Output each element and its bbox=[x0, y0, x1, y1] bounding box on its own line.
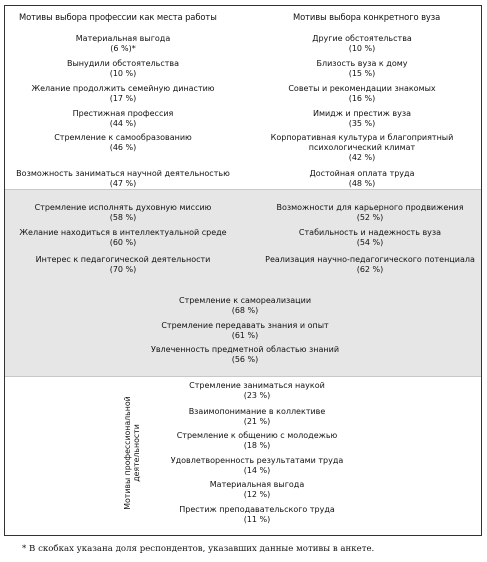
professional-motive: Материальная выгода (12 %) bbox=[209, 480, 305, 499]
shared-left-motive: Желание находиться в интеллектуальной среде (60 %) bbox=[19, 228, 227, 247]
professional-motives-vertical-label: Мотивы профессиональной деятельности bbox=[123, 396, 141, 510]
professional-motive: Взаимопонимание в коллективе (21 %) bbox=[188, 407, 326, 426]
professional-motive: Престиж преподавательского труда (11 %) bbox=[179, 505, 335, 524]
shared-right-motive: Стабильность и надежность вуза (54 %) bbox=[298, 228, 442, 247]
university-motive: Достойная оплата труда (48 %) bbox=[309, 169, 415, 188]
university-motive: Корпоративная культура и благоприятный психологический климат (42 %) bbox=[270, 133, 454, 162]
professional-motive: Удовлетворенность результатами труда (14 %) bbox=[170, 456, 344, 475]
shared-right-motive: Реализация научно-педагогического потенциала (62 %) bbox=[265, 255, 475, 274]
university-motive: Имидж и престиж вуза (35 %) bbox=[312, 109, 412, 128]
professional-motive: Стремление заниматься наукой (23 %) bbox=[189, 381, 325, 400]
profession-motive: Стремление к самообразованию (46 %) bbox=[54, 133, 192, 152]
professional-motive: Стремление к общению с молодежью (18 %) bbox=[176, 431, 338, 450]
shared-center-motive: Увлеченность предметной областью знаний (56 %) bbox=[150, 345, 340, 364]
university-motive: Другие обстоятельства (10 %) bbox=[312, 34, 412, 53]
university-motive: Близость вуза к дому (15 %) bbox=[316, 59, 408, 78]
profession-motive: Желание продолжить семейную династию (17 %) bbox=[31, 84, 215, 103]
diagram-frame bbox=[4, 5, 482, 536]
shared-left-motive: Интерес к педагогической деятельности (70 %) bbox=[35, 255, 211, 274]
shared-right-motive: Возможности для карьерного продвижения (52 %) bbox=[276, 203, 464, 222]
footnote: * В скобках указана доля респондентов, указавших данные мотивы в анкете. bbox=[22, 544, 375, 554]
profession-header: Мотивы выбора профессии как места работы bbox=[19, 12, 217, 22]
profession-motive: Вынудили обстоятельства (10 %) bbox=[66, 59, 180, 78]
university-motive: Советы и рекомендации знакомых (16 %) bbox=[288, 84, 436, 103]
shared-center-motive: Стремление к самореализации (68 %) bbox=[178, 296, 312, 315]
profession-motive: Возможность заниматься научной деятельностью (47 %) bbox=[16, 169, 230, 188]
profession-motive: Престижная профессия (44 %) bbox=[72, 109, 174, 128]
shared-center-motive: Стремление передавать знания и опыт (61 %) bbox=[161, 321, 329, 340]
university-header: Мотивы выбора конкретного вуза bbox=[293, 12, 441, 22]
shared-left-motive: Стремление исполнять духовную миссию (58 %) bbox=[34, 203, 212, 222]
profession-motive: Материальная выгода (6 %)* bbox=[75, 34, 171, 53]
